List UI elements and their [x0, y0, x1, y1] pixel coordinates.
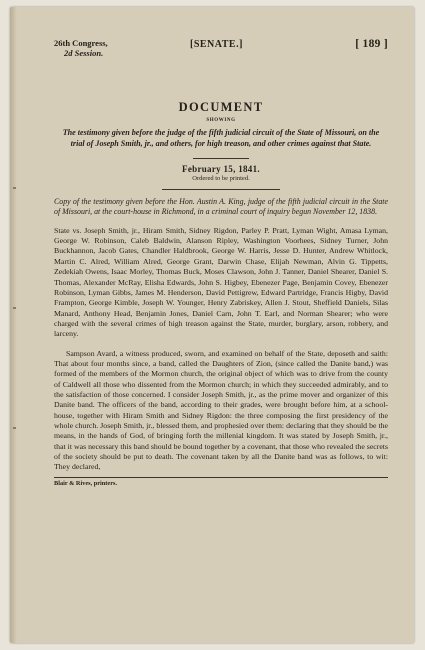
binding-stitch	[13, 187, 16, 189]
congress-session	[54, 38, 108, 58]
document-page	[10, 7, 414, 643]
print-order: Ordered to be printed.	[192, 175, 250, 183]
page-header	[54, 38, 388, 68]
defendants-paragraph: State vs. Joseph Smith, jr., Hiram Smith, Sidney Rigdon, Parley P. Pratt, Lyman Wight, Amasa Lyman, George W. Robinson, Caleb Baldwin, Alanson Ripley, Washington Voorhees, Sidney Turner, John Buckhannon, Jacob Gates, Chandler Haldbrook, George W. Harris, Jesse D. Hunter, Andrew Whitlock, Martin C. Alred, William Alred, George Grant, Darwin Chase, Elijah Newman, Alvin G. Tippetts, Zedekiah Owens, Isaac Morley, Thomas Buck, Moses Clawson, John J. Tanner, Daniel Shearer, Daniel S. Thomas, Alexander McRay, Elisha Edwards, John S. Higbey, Ebenezer Page, Benjamin Covey, Ebenezer Robinson, Lyman Gibbs, James M. Henderson, David Pettigrew, Edward Partridge, Francis Higby, David Frampton, George Kimble, Joseph W. Younger, Henry Zabriskey, Allen J. Stout, Sheffield Daniels, Silas Manard, Anthony Head, Benjamin Jones, Daniel Carn, John T. Earl, and Norman Shearer; who were charged with the several crimes of high treason against the State, murder, burglary, arson, robbery, and larceny.	[54, 225, 388, 339]
testimony-heading: Copy of the testimony given before the Hon. Austin A. King, judge of the fifth judicial circuit in the State of Missouri, at the court-house in Richmond, in a criminal court of inquiry begun November 12, 1838.	[54, 197, 388, 217]
document-title: DOCUMENT	[178, 100, 264, 114]
divider	[193, 158, 249, 159]
binding-stitch	[13, 427, 16, 429]
divider	[162, 189, 280, 190]
footer-rule	[54, 477, 388, 478]
document-summary: The testimony given before the judge of the fifth judicial circuit of the State of Missouri, on the trial of Joseph Smith, jr., and others, for high treason, and other crimes against that State.	[62, 128, 380, 148]
printer-imprint: Blair & Rives, printers.	[54, 479, 118, 487]
document-date: February 15, 1841.	[182, 164, 260, 175]
showing-label: SHOWING	[206, 118, 236, 123]
document-number: [ 189 ]	[355, 38, 388, 50]
page-content	[54, 38, 388, 487]
congress-label: 26th Congress,	[54, 38, 108, 48]
chamber-label: [SENATE.]	[190, 39, 243, 50]
binding-stitch	[13, 307, 16, 309]
testimony-paragraph: Sampson Avard, a witness produced, sworn, and examined on behalf of the State, deposeth and saith: That about four months since, a band, called the Daughters of Zion, (since called the Danite band,) was formed of the members of the Mormon church, the original object of which was to drive from the county of Caldwell all those who dissented from the Mormon church; in which they succeeded admirably, and to the satisfaction of those concerned. I consider Joseph Smith, jr., as the prime mover and organizer of this Danite band. The officers of the band, according to their grades, were brought before him, at a school-house, together with Hiram Smith and Sidney Rigdon: the three composing the first presidency of the whole church. Joseph Smith, jr., blessed them, and prophesied over them: declaring that they should be the means, in the hands of God, of bringing forth the millenial kingdom. It was stated by Joseph Smith, jr., that it was necessary this band should be bound together by a covenant, that those who revealed the secrets of the society should be put to death. The covenant taken by all the Danite band was as follows, to wit: They declared,	[54, 348, 388, 472]
session-label: 2d Session.	[64, 48, 104, 58]
